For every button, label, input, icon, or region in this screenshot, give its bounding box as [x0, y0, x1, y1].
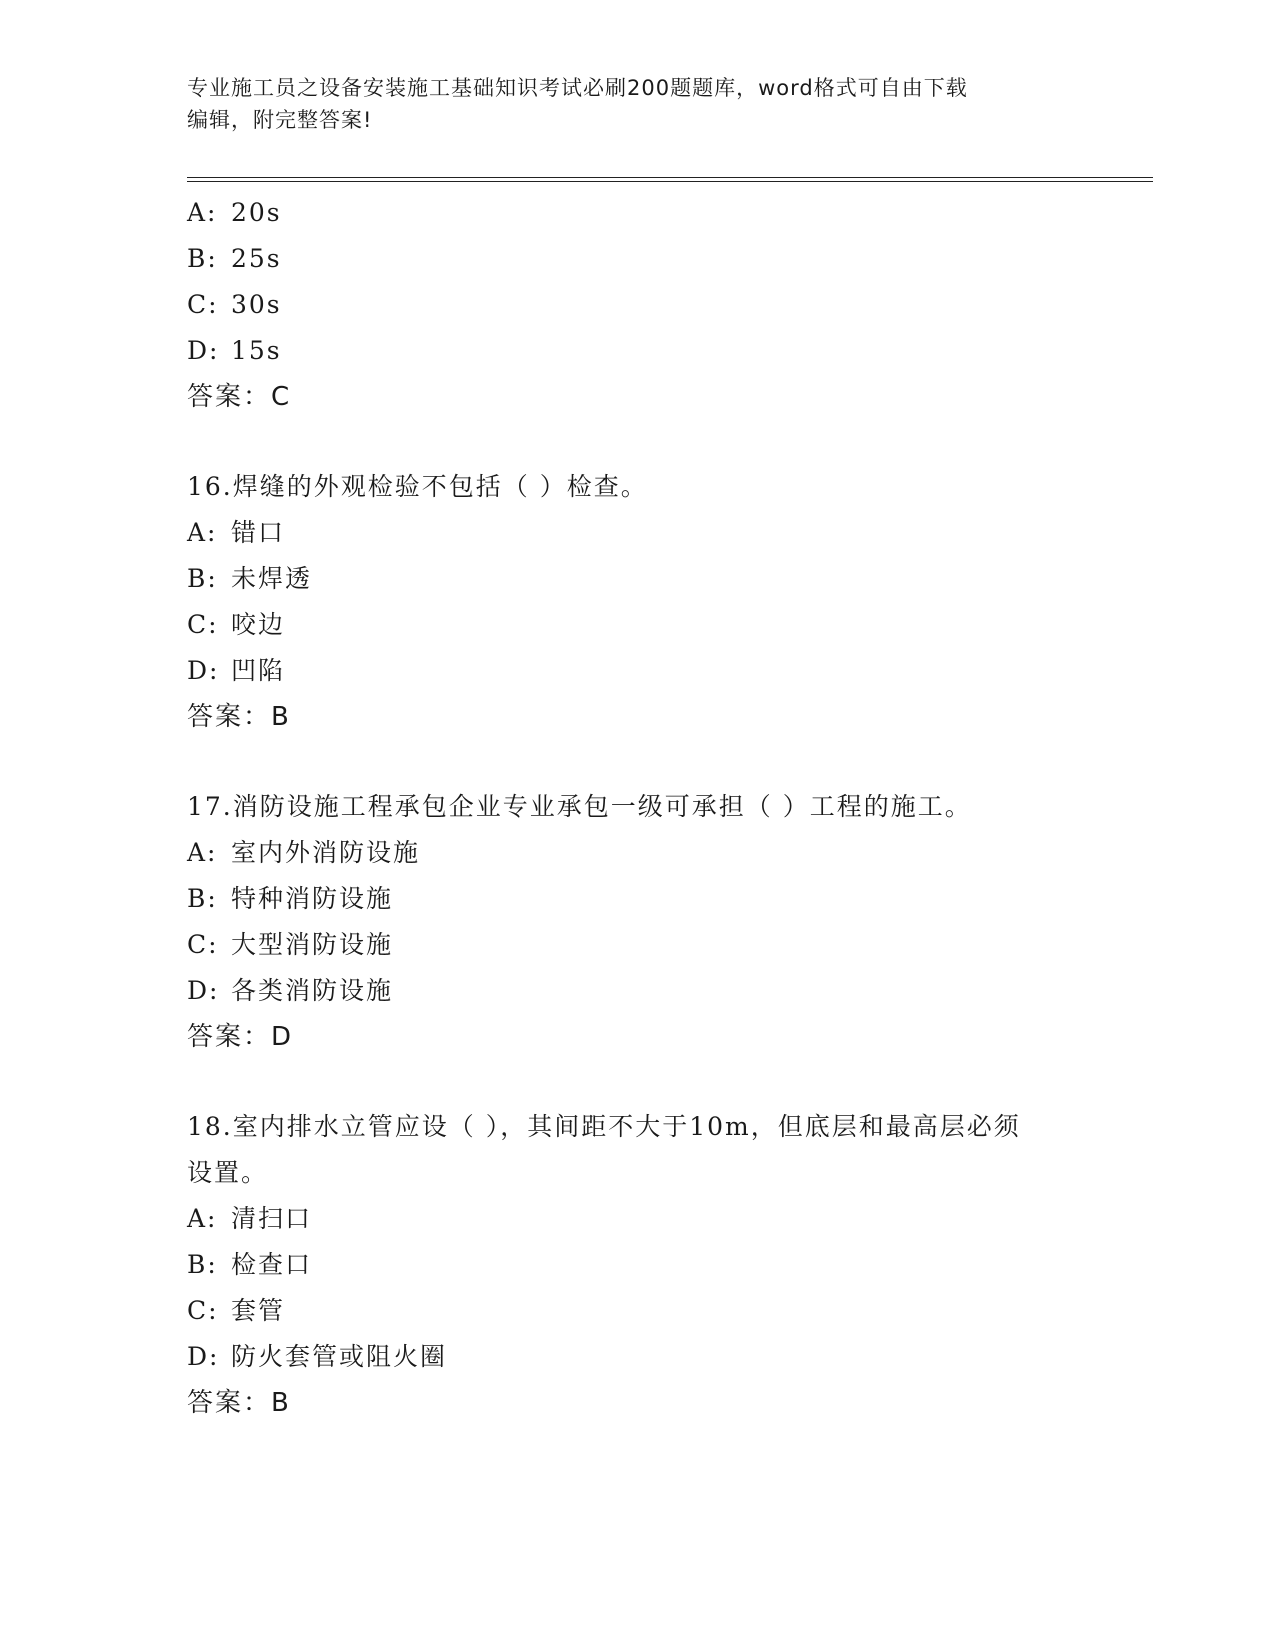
- question-18-block: [187, 1104, 1087, 1426]
- answer: 答案：C: [187, 382, 292, 412]
- header-title-line-2: 编辑，附完整答案!: [187, 108, 373, 132]
- option-b: B: 特种消防设施: [187, 884, 394, 913]
- option-d: D: 各类消防设施: [187, 976, 394, 1005]
- option-a: A: 20s: [187, 198, 282, 227]
- option-a: A: 室内外消防设施: [187, 838, 421, 867]
- question-17-block: [187, 784, 1087, 1060]
- option-c: C: 30s: [187, 290, 282, 319]
- answer: 答案：D: [187, 1022, 294, 1052]
- header-divider: [187, 177, 1153, 182]
- option-c: C: 咬边: [187, 610, 286, 639]
- option-d: D: 防火套管或阻火圈: [187, 1342, 448, 1371]
- option-d: D: 凹陷: [187, 656, 286, 685]
- option-c: C: 大型消防设施: [187, 930, 394, 959]
- page-header: [187, 72, 1087, 136]
- option-d: D: 15s: [187, 336, 282, 365]
- option-b: B: 未焊透: [187, 564, 313, 593]
- option-c: C: 套管: [187, 1296, 286, 1325]
- option-b: B: 25s: [187, 244, 282, 273]
- question-text-line-2: 设置。: [187, 1158, 269, 1187]
- option-b: B: 检查口: [187, 1250, 313, 1279]
- question-text: 17.消防设施工程承包企业专业承包一级可承担（ ）工程的施工。: [187, 792, 972, 821]
- question-text-line-1: 18.室内排水立管应设（ ），其间距不大于10m，但底层和最高层必须: [187, 1112, 1021, 1141]
- question-15-block: [187, 190, 1087, 420]
- answer: 答案：B: [187, 1388, 291, 1418]
- answer: 答案：B: [187, 702, 291, 732]
- document-body: [187, 190, 1087, 1426]
- question-16-block: [187, 464, 1087, 740]
- question-text: 16.焊缝的外观检验不包括（ ）检查。: [187, 472, 648, 501]
- option-a: A: 错口: [187, 518, 286, 547]
- header-title-line-1: 专业施工员之设备安装施工基础知识考试必刷200题题库，word格式可自由下载: [187, 76, 968, 100]
- option-a: A: 清扫口: [187, 1204, 313, 1233]
